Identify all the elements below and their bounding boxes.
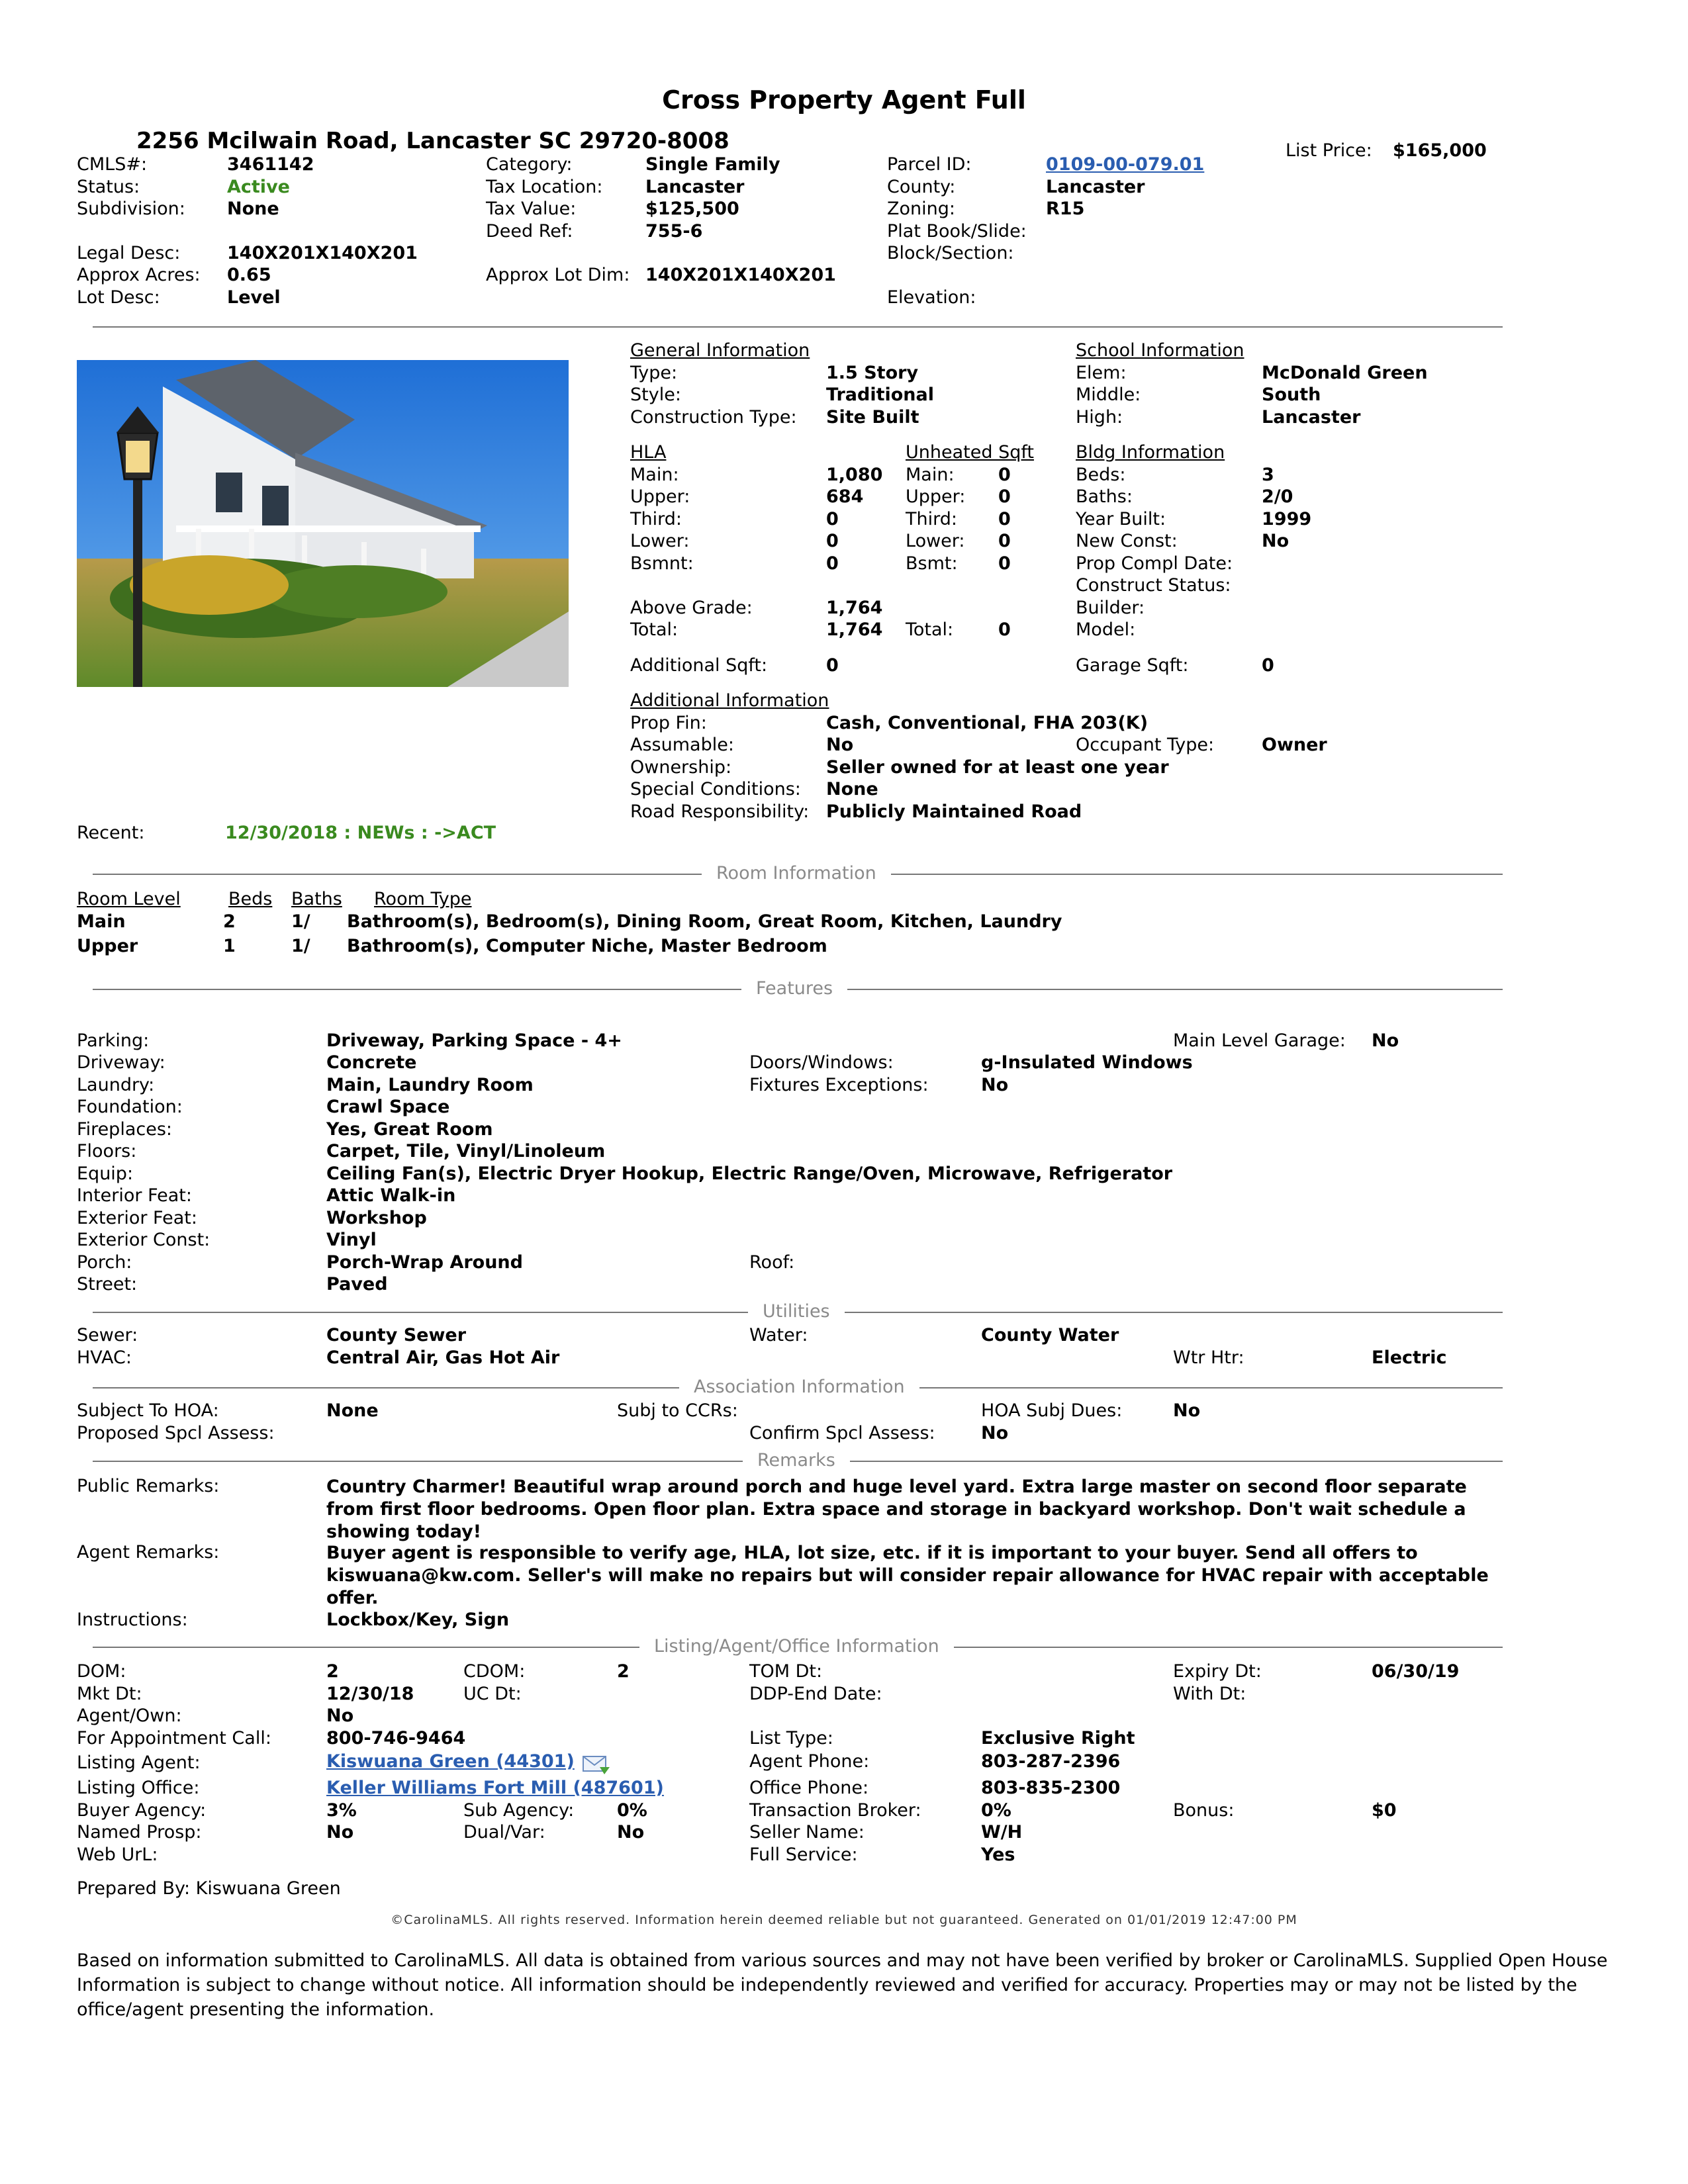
bldg-label: Model: (1076, 619, 1136, 640)
hla-label: Third: (630, 509, 682, 529)
listing-label: Transaction Broker: (749, 1800, 921, 1821)
listing-value: 0% (981, 1800, 1011, 1821)
bldg-label: New Const: (1076, 531, 1178, 551)
room-header: Baths (291, 889, 342, 909)
appointment-phone: 800-746-9464 (326, 1728, 466, 1749)
listing-label: For Appointment Call: (77, 1728, 271, 1749)
room-beds: 1 (223, 936, 236, 956)
recent-label: Recent: (77, 823, 145, 843)
bldg-value: 3 (1262, 465, 1274, 485)
association-label: Subject To HOA: (77, 1400, 219, 1421)
hla-label: Additional Sqft: (630, 655, 768, 676)
listing-agent-link[interactable]: Kiswuana Green (44301) (326, 1751, 575, 1772)
feature-label: Street: (77, 1274, 138, 1295)
listing-value: 0% (617, 1800, 647, 1821)
listing-value: $0 (1372, 1800, 1397, 1821)
remarks-label: Agent Remarks: (77, 1542, 220, 1563)
listing-value: 3% (326, 1800, 357, 1821)
feature-value: No (981, 1075, 1009, 1095)
school-value: McDonald Green (1262, 363, 1428, 383)
additional-label: Assumable: (630, 735, 734, 755)
remarks-label: Public Remarks: (77, 1476, 220, 1496)
property-address: 2256 Mcilwain Road, Lancaster SC 29720-8008 (136, 128, 729, 154)
header-label: Category: (486, 154, 573, 175)
utility-label: HVAC: (77, 1347, 132, 1368)
listing-label: List Type: (749, 1728, 833, 1749)
feature-label: Doors/Windows: (749, 1052, 894, 1073)
hla-value: 1,764 (826, 619, 883, 640)
feature-label: Driveway: (77, 1052, 165, 1073)
listing-label: Expiry Dt: (1173, 1661, 1262, 1682)
header-value: $125,500 (645, 199, 739, 219)
school-label: Middle: (1076, 385, 1141, 405)
list-price-value: $165,000 (1393, 140, 1487, 161)
section-listing: Listing/Agent/Office Information (639, 1636, 954, 1657)
listing-value: No (326, 1706, 354, 1726)
email-icon[interactable] (583, 1754, 610, 1775)
bldg-label: Baths: (1076, 486, 1133, 507)
bldg-label: Beds: (1076, 465, 1126, 485)
feature-label: Fixtures Exceptions: (749, 1075, 929, 1095)
general-value: Site Built (826, 407, 919, 428)
header-label: Tax Value: (486, 199, 577, 219)
unheated-value: 0 (998, 553, 1011, 574)
feature-label: Porch: (77, 1252, 132, 1273)
utility-value: County Water (981, 1325, 1119, 1345)
hla-label: Upper: (630, 486, 690, 507)
room-baths: 1/ (291, 936, 310, 956)
feature-value: Concrete (326, 1052, 417, 1073)
bldg-value: No (1262, 531, 1289, 551)
listing-label: Agent Phone: (749, 1751, 870, 1772)
additional-label: Prop Fin: (630, 713, 707, 733)
header-value: 140X201X140X201 (227, 243, 418, 263)
general-label: Type: (630, 363, 678, 383)
copyright-notice: ©CarolinaMLS. All rights reserved. Information herein deemed reliable but not guaranteed. Generated on 01/01/2019 12:47:00 PM (391, 1913, 1297, 1927)
header-value: Lancaster (645, 177, 745, 197)
agent-phone: 803-287-2396 (981, 1751, 1121, 1772)
utility-value: County Sewer (326, 1325, 467, 1345)
hla-label: Total: (630, 619, 679, 640)
header-value: 0.65 (227, 265, 271, 285)
additional-value: Owner (1262, 735, 1327, 755)
bldg-label: Construct Status: (1076, 575, 1231, 596)
listing-label: Agent/Own: (77, 1706, 182, 1726)
bldg-value: 0 (1262, 655, 1274, 676)
association-value: No (981, 1423, 1009, 1443)
utility-value: Central Air, Gas Hot Air (326, 1347, 560, 1368)
section-association: Association Information (679, 1377, 919, 1398)
bldg-value: 2/0 (1262, 486, 1293, 507)
unheated-label: Lower: (906, 531, 965, 551)
unheated-value: 0 (998, 531, 1011, 551)
header-value: Lancaster (1046, 177, 1145, 197)
header-value: 755-6 (645, 221, 703, 242)
additional-label: Special Conditions: (630, 779, 801, 799)
bldg-label: Prop Compl Date: (1076, 553, 1233, 574)
room-level: Upper (77, 936, 138, 956)
association-value: No (1173, 1400, 1201, 1421)
listing-label: Dual/Var: (463, 1822, 545, 1843)
school-value: Lancaster (1262, 407, 1361, 428)
instructions-value: Lockbox/Key, Sign (326, 1610, 510, 1630)
listing-label: Web UrL: (77, 1844, 158, 1865)
status-value: Active (227, 177, 290, 197)
association-label: HOA Subj Dues: (981, 1400, 1123, 1421)
header-value: R15 (1046, 199, 1085, 219)
general-value: Traditional (826, 385, 934, 405)
listing-office-link[interactable]: Keller Williams Fort Mill (487601) (326, 1778, 664, 1798)
listing-value: W/H (981, 1822, 1023, 1843)
hla-value: 0 (826, 553, 839, 574)
hla-value: 0 (826, 655, 839, 676)
school-value: South (1262, 385, 1321, 405)
additional-label: Road Responsibility: (630, 801, 810, 822)
listing-label: Seller Name: (749, 1822, 865, 1843)
unheated-label: Bsmt: (906, 553, 958, 574)
feature-label: Roof: (749, 1252, 795, 1273)
additional-value: No (826, 735, 854, 755)
hla-label: Bsmnt: (630, 553, 694, 574)
bldg-value: 1999 (1262, 509, 1312, 529)
feature-label: Equip: (77, 1163, 134, 1184)
header-label: Lot Desc: (77, 287, 160, 308)
header-label: Elevation: (887, 287, 976, 308)
header-label: CMLS#: (77, 154, 148, 175)
header-value: 140X201X140X201 (645, 265, 836, 285)
bldg-label: Garage Sqft: (1076, 655, 1189, 676)
utility-label: Water: (749, 1325, 808, 1345)
cmls-number: 3461142 (227, 154, 314, 175)
section-remarks: Remarks (743, 1450, 850, 1471)
remarks-label: Instructions: (77, 1610, 188, 1630)
association-label: Proposed Spcl Assess: (77, 1423, 275, 1443)
additional-heading: Additional Information (630, 690, 829, 711)
hla-value: 0 (826, 531, 839, 551)
unheated-label: Total: (906, 619, 954, 640)
general-label: Construction Type: (630, 407, 797, 428)
listing-value: Exclusive Right (981, 1728, 1135, 1749)
header-label: County: (887, 177, 956, 197)
school-label: Elem: (1076, 363, 1127, 383)
additional-value: Cash, Conventional, FHA 203(K) (826, 713, 1149, 733)
header-label: Plat Book/Slide: (887, 221, 1027, 242)
feature-value: Vinyl (326, 1230, 377, 1250)
room-level: Main (77, 911, 126, 932)
section-features: Features (741, 978, 847, 999)
school-heading: School Information (1076, 340, 1244, 361)
bldg-label: Builder: (1076, 598, 1145, 618)
listing-label: Listing Agent: (77, 1752, 201, 1773)
property-photo (77, 360, 569, 687)
section-room: Room Information (702, 863, 891, 884)
feature-label: Floors: (77, 1141, 137, 1161)
room-beds: 2 (223, 911, 236, 932)
header-label: Legal Desc: (77, 243, 181, 263)
unheated-value: 0 (998, 509, 1011, 529)
utility-value: Electric (1372, 1347, 1447, 1368)
header-label: Status: (77, 177, 140, 197)
feature-value: Main, Laundry Room (326, 1075, 534, 1095)
association-value: None (326, 1400, 379, 1421)
listing-label: Office Phone: (749, 1778, 869, 1798)
parcel-id-link[interactable]: 0109-00-079.01 (1046, 154, 1205, 175)
feature-value: Carpet, Tile, Vinyl/Linoleum (326, 1141, 606, 1161)
listing-label: Buyer Agency: (77, 1800, 207, 1821)
unheated-heading: Unheated Sqft (906, 442, 1034, 463)
additional-value: Seller owned for at least one year (826, 757, 1169, 778)
listing-label: Mkt Dt: (77, 1684, 142, 1704)
feature-value: Attic Walk-in (326, 1185, 456, 1206)
general-label: Style: (630, 385, 681, 405)
listing-label: TOM Dt: (749, 1661, 823, 1682)
unheated-label: Upper: (906, 486, 966, 507)
section-utilities: Utilities (748, 1301, 845, 1322)
feature-value: g-Insulated Windows (981, 1052, 1193, 1073)
room-header: Room Level (77, 889, 181, 909)
bldg-heading: Bldg Information (1076, 442, 1225, 463)
listing-label: DOM: (77, 1661, 126, 1682)
school-label: High: (1076, 407, 1123, 428)
header-label: Subdivision: (77, 199, 185, 219)
prepared-by: Prepared By: Kiswuana Green (77, 1878, 341, 1899)
feature-label: Foundation: (77, 1097, 183, 1117)
additional-label: Occupant Type: (1076, 735, 1215, 755)
additional-value: None (826, 779, 878, 799)
unheated-label: Third: (906, 509, 957, 529)
room-baths: 1/ (291, 911, 310, 932)
office-phone: 803-835-2300 (981, 1778, 1121, 1798)
additional-value: Publicly Maintained Road (826, 801, 1082, 822)
feature-value: No (1372, 1030, 1399, 1051)
header-label: Block/Section: (887, 243, 1014, 263)
feature-label: Interior Feat: (77, 1185, 192, 1206)
feature-label: Exterior Const: (77, 1230, 211, 1250)
utility-label: Sewer: (77, 1325, 138, 1345)
association-label: Confirm Spcl Assess: (749, 1423, 935, 1443)
room-header: Room Type (374, 889, 472, 909)
room-type: Bathroom(s), Bedroom(s), Dining Room, Great Room, Kitchen, Laundry (347, 911, 1062, 932)
unheated-value: 0 (998, 465, 1011, 485)
listing-label: Listing Office: (77, 1778, 200, 1798)
feature-value: Ceiling Fan(s), Electric Dryer Hookup, Electric Range/Oven, Microwave, Refrigerator (326, 1163, 1173, 1184)
disclaimer: Based on information submitted to CarolinaMLS. All data is obtained from various sources and may not have been verified by broker or CarolinaMLS. Supplied Open House Information is subject to change without notice. All information should be independently reviewed and verified for accuracy. Properties may or may not be listed by the office/agent presenting the information. (77, 1950, 1608, 2020)
header-label: Approx Lot Dim: (486, 265, 630, 285)
divider (93, 326, 1503, 328)
header-label: Zoning: (887, 199, 955, 219)
listing-label: Bonus: (1173, 1800, 1235, 1821)
hla-value: 0 (826, 509, 839, 529)
feature-value: Porch-Wrap Around (326, 1252, 523, 1273)
general-heading: General Information (630, 340, 810, 361)
listing-label: Full Service: (749, 1844, 858, 1865)
header-label: Parcel ID: (887, 154, 972, 175)
hla-label: Main: (630, 465, 679, 485)
hla-label: Lower: (630, 531, 690, 551)
unheated-label: Main: (906, 465, 955, 485)
feature-label: Fireplaces: (77, 1119, 172, 1140)
room-type: Bathroom(s), Computer Niche, Master Bedroom (347, 936, 827, 956)
feature-value: Yes, Great Room (326, 1119, 493, 1140)
general-value: 1.5 Story (826, 363, 919, 383)
hla-value: 1,764 (826, 598, 883, 618)
list-price-label: List Price: (1286, 140, 1372, 161)
feature-value: Paved (326, 1274, 388, 1295)
listing-label: With Dt: (1173, 1684, 1246, 1704)
recent-value: 12/30/2018 : NEWs : ->ACT (225, 823, 496, 843)
listing-value: 12/30/18 (326, 1684, 414, 1704)
hla-label: Above Grade: (630, 598, 753, 618)
listing-label: CDOM: (463, 1661, 526, 1682)
header-value: Single Family (645, 154, 780, 175)
feature-value: Crawl Space (326, 1097, 450, 1117)
feature-value: Workshop (326, 1208, 427, 1228)
hla-value: 684 (826, 486, 864, 507)
listing-value: No (617, 1822, 645, 1843)
listing-label: UC Dt: (463, 1684, 522, 1704)
additional-label: Ownership: (630, 757, 732, 778)
listing-value: 2 (326, 1661, 339, 1682)
room-header: Beds (228, 889, 273, 909)
feature-label: Exterior Feat: (77, 1208, 197, 1228)
public-remarks: Country Charmer! Beautiful wrap around porch and huge level yard. Extra large master on second floor separate from first floor bedrooms. Open floor plan. Extra space and storage in backyard workshop. Don't wait schedule a showing today! (326, 1477, 1467, 1542)
feature-label: Parking: (77, 1030, 150, 1051)
listing-value: 06/30/19 (1372, 1661, 1460, 1682)
document-title: Cross Property Agent Full (662, 85, 1026, 114)
header-label: Approx Acres: (77, 265, 201, 285)
unheated-value: 0 (998, 486, 1011, 507)
header-value: Level (227, 287, 281, 308)
feature-value: Driveway, Parking Space - 4+ (326, 1030, 622, 1051)
association-label: Subj to CCRs: (617, 1400, 738, 1421)
listing-label: Sub Agency: (463, 1800, 575, 1821)
listing-value: Yes (981, 1844, 1015, 1865)
utility-label: Wtr Htr: (1173, 1347, 1244, 1368)
listing-value: No (326, 1822, 354, 1843)
feature-label: Main Level Garage: (1173, 1030, 1346, 1051)
header-label: Deed Ref: (486, 221, 573, 242)
header-value: None (227, 199, 279, 219)
feature-label: Laundry: (77, 1075, 155, 1095)
hla-heading: HLA (630, 442, 667, 463)
unheated-value: 0 (998, 619, 1011, 640)
header-label: Tax Location: (486, 177, 603, 197)
listing-label: Named Prosp: (77, 1822, 202, 1843)
listing-value: 2 (617, 1661, 630, 1682)
bldg-label: Year Built: (1076, 509, 1166, 529)
listing-label: DDP-End Date: (749, 1684, 882, 1704)
agent-remarks: Buyer agent is responsible to verify age, HLA, lot size, etc. if it is important to your buyer. Send all offers to kiswuana@kw.com. Seller's will make no repairs but will consider repair allowance for HVAC repair with acceptable offer. (326, 1543, 1489, 1608)
hla-value: 1,080 (826, 465, 883, 485)
